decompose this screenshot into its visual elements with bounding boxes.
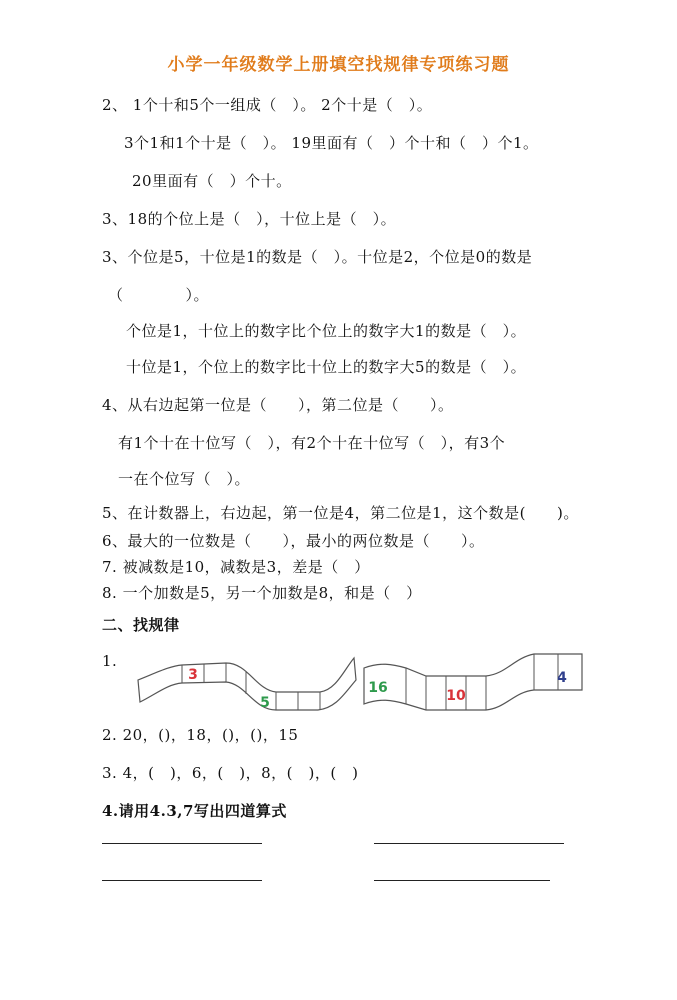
pattern-question-1-label: 1. [102,652,118,670]
ribbon-right-outline [364,654,582,710]
question-3b-line-2: （ ）。 [108,286,210,304]
question-3b-line-1: 3、个位是5，十位是1的数是（ ）。十位是2，个位是0的数是 [102,248,533,266]
pattern-right-cell-16: 16 [368,680,388,696]
question-4-line-3: 一在个位写（ ）。 [118,470,251,488]
section-heading-patterns: 二、找规律 [102,616,180,634]
question-3b-line-3: 个位是1，十位上的数字比个位上的数字大1的数是（ ）。 [126,322,527,340]
pattern-question-3: 3. 4，( )，6，( )，8，( )，( ) [102,764,359,782]
question-4-line-1: 4、从右边起第一位是（ ），第二位是（ ）。 [102,396,454,414]
pattern-right-cell-4: 4 [557,670,567,686]
pattern-ribbon-figure [130,650,590,722]
pattern-left-cell-5: 5 [260,695,270,711]
question-8: 8. 一个加数是5，另一个加数是8，和是（ ） [102,584,422,602]
pattern-question-4: 4.请用4.3,7写出四道算式 [102,802,287,820]
question-3a: 3、18的个位上是（ ），十位上是（ ）。 [102,210,397,228]
answer-blank-3[interactable] [102,880,262,881]
pattern-right-cell-10: 10 [446,688,466,704]
page-title: 小学一年级数学上册填空找规律专项练习题 [167,55,510,75]
question-4-line-2: 有1个十在十位写（ ），有2个十在十位写（ ），有3个 [118,434,506,452]
question-6: 6、最大的一位数是（ ），最小的两位数是（ ）。 [102,532,485,550]
pattern-question-2: 2. 20，()，18，()，()，15 [102,726,299,744]
question-2-line-3: 20里面有（ ）个十。 [132,172,292,190]
answer-blank-4[interactable] [374,880,550,881]
question-3b-line-4: 十位是1，个位上的数字比十位上的数字大5的数是（ ）。 [126,358,527,376]
question-2-line-1: 2、 1个十和5个一组成（ ）。 2个十是（ ）。 [102,96,433,114]
answer-blank-1[interactable] [102,843,262,844]
ribbon-left-outline [138,658,356,710]
question-2-line-2: 3个1和1个十是（ ）。 19里面有（ ）个十和（ ）个1。 [124,134,539,152]
answer-blank-2[interactable] [374,843,564,844]
pattern-left-cell-3: 3 [188,667,198,683]
question-7: 7. 被减数是10，减数是3，差是（ ） [102,558,370,576]
question-5: 5、在计数器上，右边起，第一位是4，第二位是1，这个数是( )。 [102,504,579,522]
